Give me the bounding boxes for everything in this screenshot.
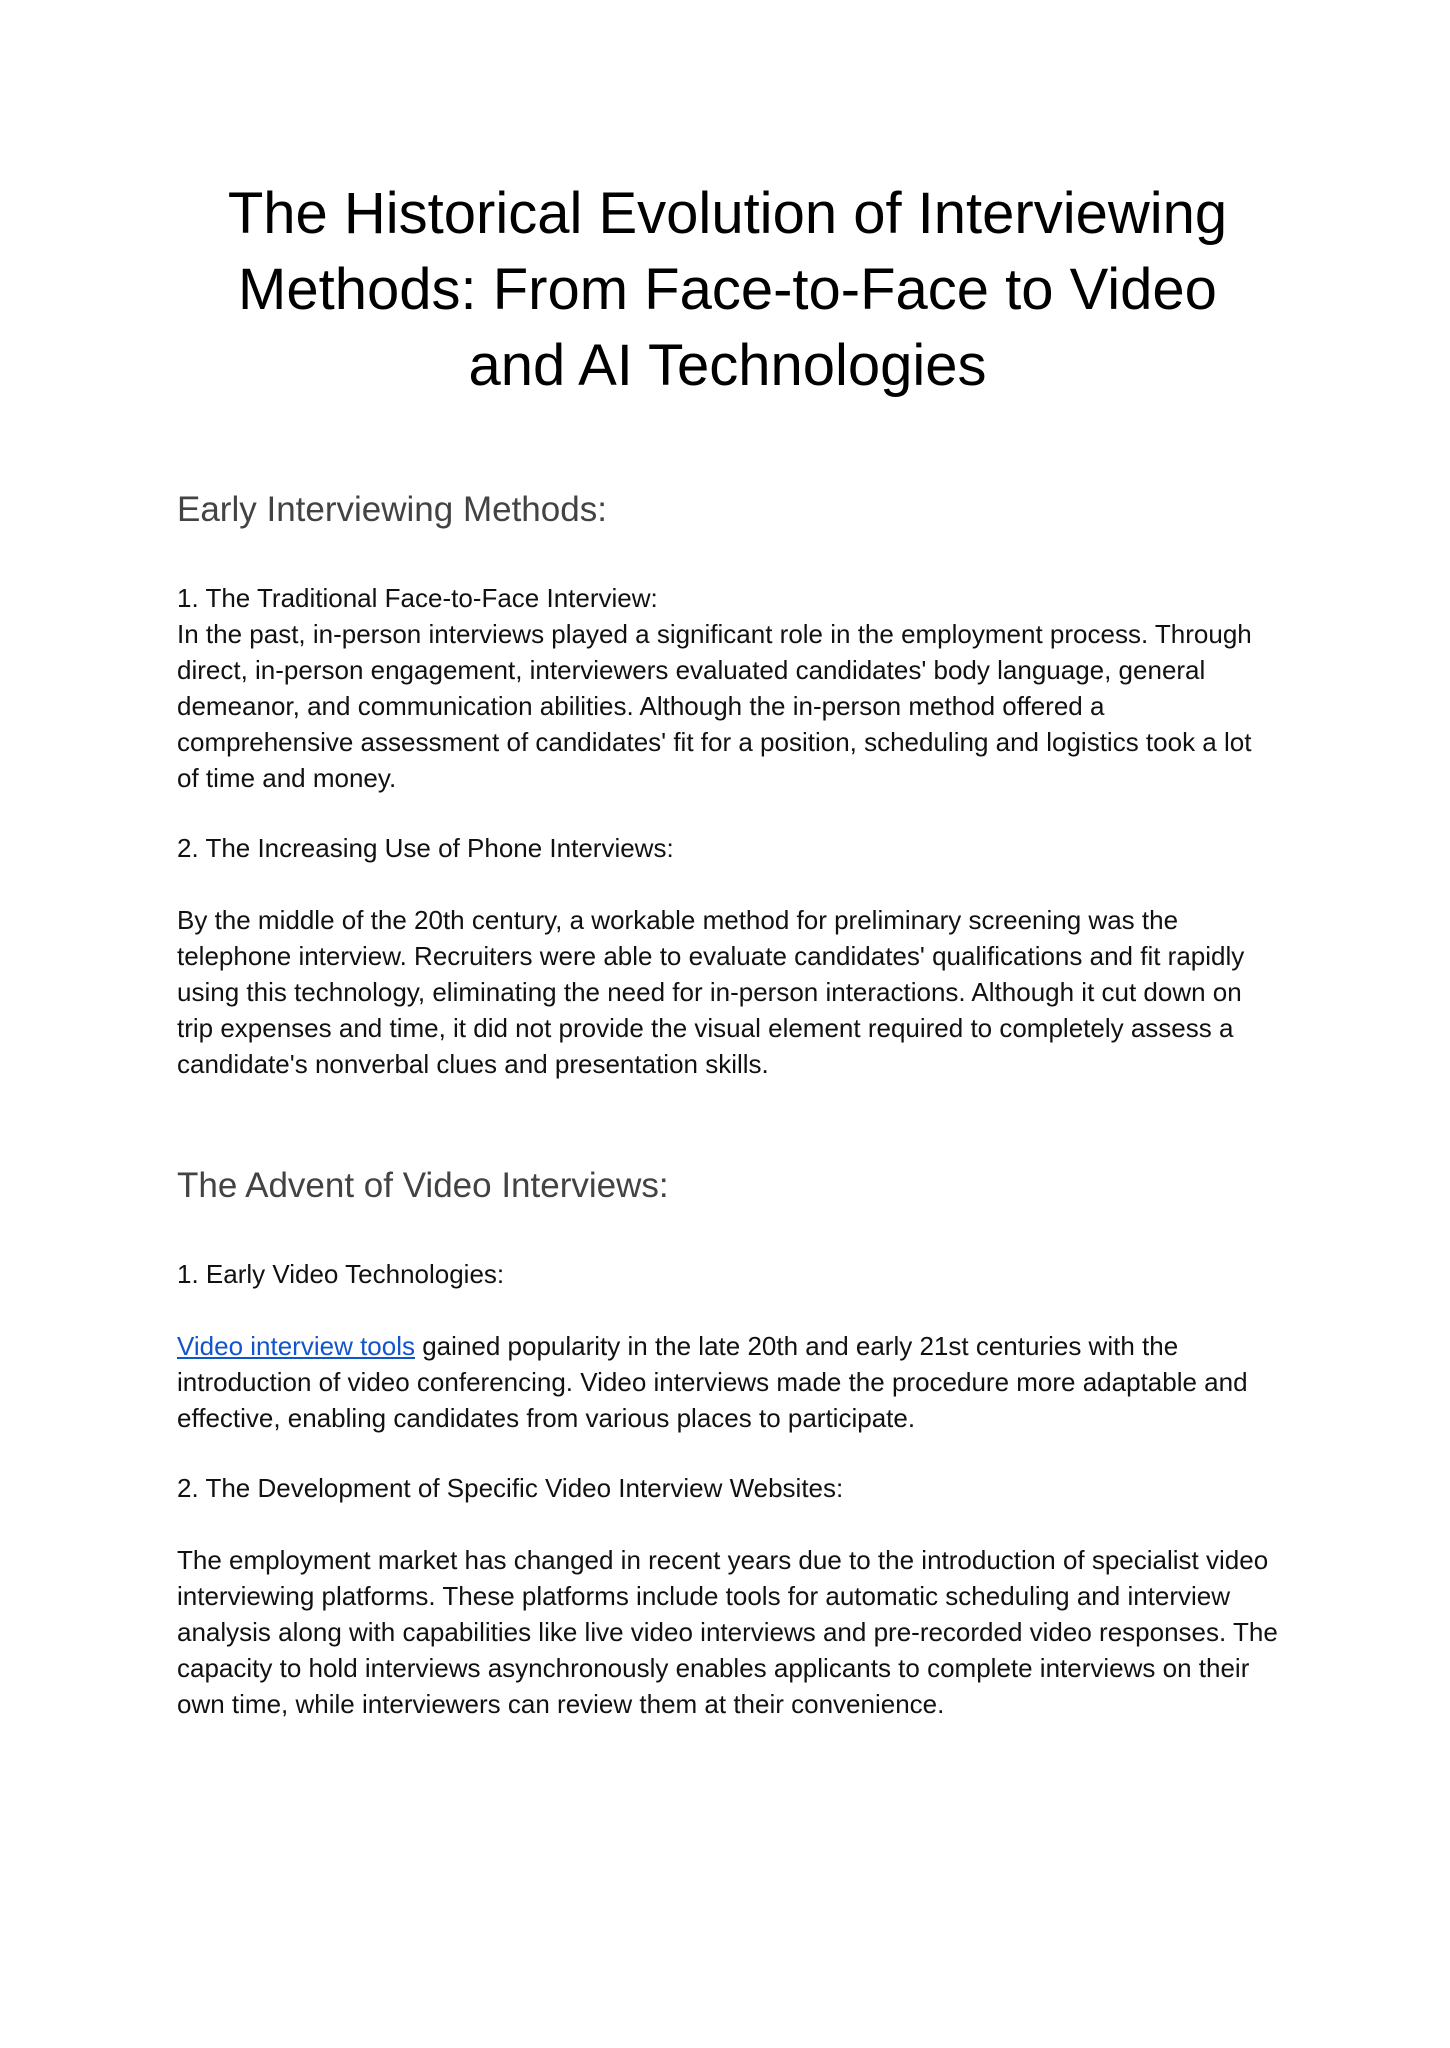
- paragraph-early-video-text: gained popularity in the late 20th and early 21st centuries with the introduction of video conferencing. Video interviews made the procedure more adaptable and effective, enabling candidates from various places to participate.: [177, 1331, 1248, 1433]
- subheading-phone-interviews: 2. The Increasing Use of Phone Interviews:: [177, 833, 674, 863]
- paragraph-phone-interviews: By the middle of the 20th century, a workable method for preliminary screening was the telephone interview. Recruiters were able to evaluate candidates' qualifications and fit rapidly using this technology, eliminating the need for in-person interactions. Although it cut down on trip expenses and time, it did not provide the visual element required to completely assess a candidate's nonverbal clues and presentation skills.: [177, 905, 1245, 1079]
- paragraph-face-to-face: In the past, in-person interviews played a significant role in the employment process. Through direct, in-person engagement, interviewers evaluated candidates' body language, general demeanor, and communication abilities. Although the in-person method offered a comprehensive assessment of candidates' fit for a position, scheduling and logistics took a lot of time and money.: [177, 619, 1252, 793]
- section-heading-video-interviews: The Advent of Video Interviews:: [177, 1166, 669, 1205]
- video-interview-tools-link[interactable]: Video interview tools: [177, 1331, 415, 1361]
- subheading-video-websites: 2. The Development of Specific Video Interview Websites:: [177, 1473, 844, 1503]
- document-title: The Historical Evolution of Interviewing Methods: From Face-to-Face to Video and AI Technologies: [227, 181, 1228, 398]
- subheading-early-video: 1. Early Video Technologies:: [177, 1259, 505, 1289]
- paragraph-video-websites: The employment market has changed in recent years due to the introduction of specialist video interviewing platforms. These platforms include tools for automatic scheduling and interview analysis along with capabilities like live video interviews and pre-recorded video responses. The capacity to hold interviews asynchronously enables applicants to complete interviews on their own time, while interviewers can review them at their convenience.: [177, 1545, 1278, 1719]
- subheading-face-to-face: 1. The Traditional Face-to-Face Interview:: [177, 583, 658, 613]
- section-heading-early-methods: Early Interviewing Methods:: [177, 490, 607, 529]
- paragraph-early-video: [177, 1328, 1278, 1436]
